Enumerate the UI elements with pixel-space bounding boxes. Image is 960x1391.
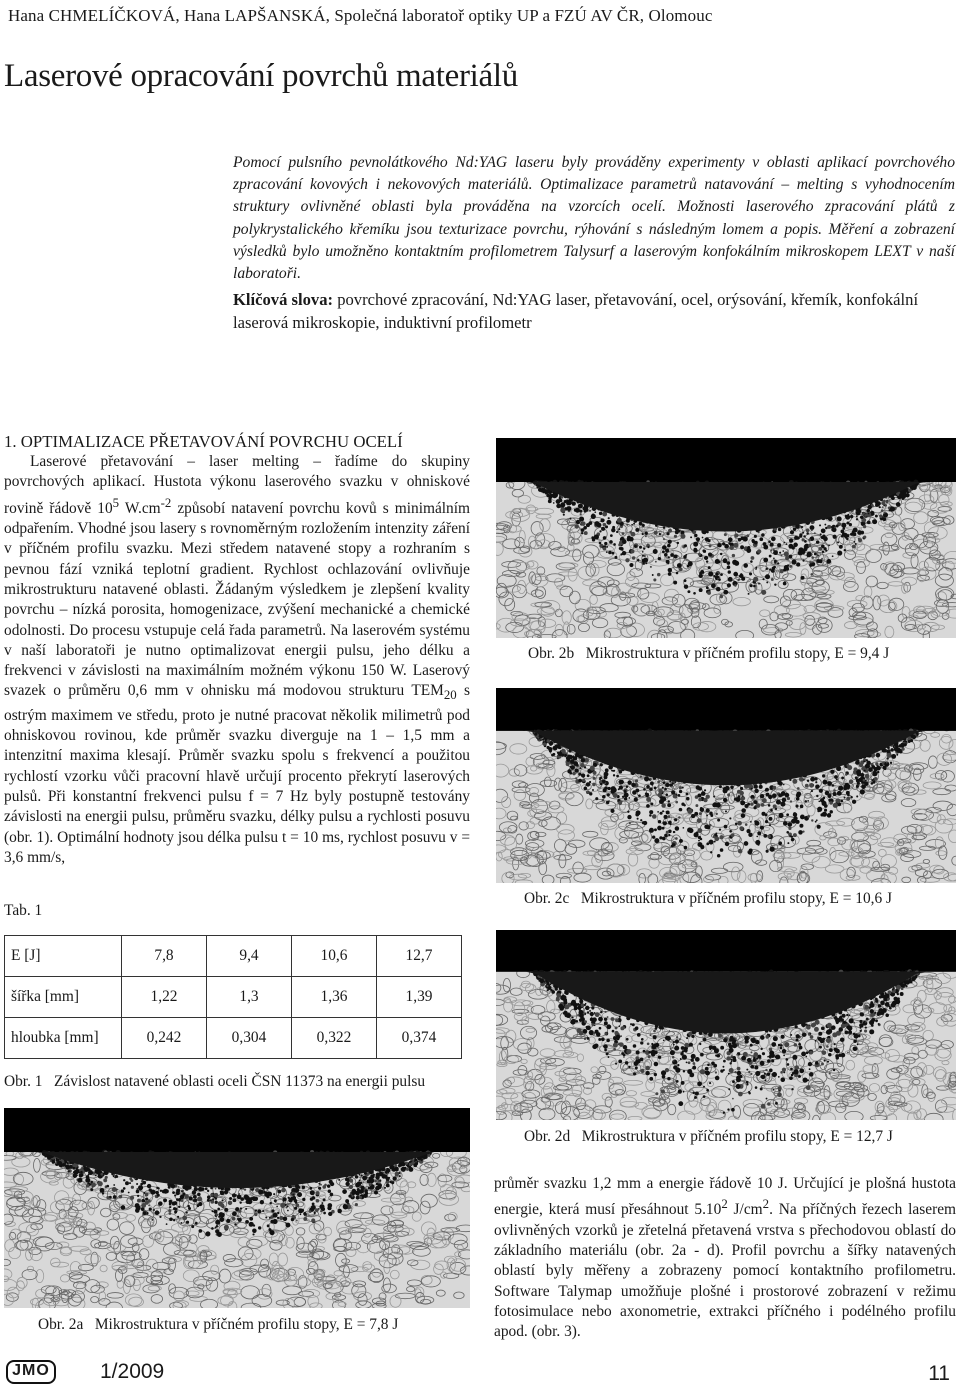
keywords [233, 288, 955, 334]
figure-1-caption: Obr. 1 Závislost natavené oblasti oceli ČSN 11373 na energii pulsu [4, 1073, 426, 1090]
table-label: Tab. 1 [4, 902, 43, 919]
table-row [5, 936, 462, 977]
section-heading: 1. OPTIMALIZACE PŘETAVOVÁNÍ POVRCHU OCELÍ [4, 432, 403, 451]
table-cell: 0,242 [122, 1018, 207, 1059]
journal-logo: JMO [6, 1360, 56, 1384]
table-cell: 10,6 [292, 936, 377, 977]
figure-2c-caption: Obr. 2c Mikrostruktura v příčném profilu stopy, E = 10,6 J [524, 890, 893, 907]
table-cell: 1,22 [122, 977, 207, 1018]
results-table [4, 935, 462, 1059]
keywords-text: povrchové zpracování, Nd:YAG laser, přetavování, ocel, orýsování, křemík, konfokální laserová mikroskopie, induktivní profilometr [233, 290, 919, 332]
table-cell: 1,39 [377, 977, 462, 1018]
page-number: 11 [928, 1362, 950, 1385]
table-cell: 1,36 [292, 977, 377, 1018]
issue-number: 1/2009 [100, 1360, 165, 1383]
abstract: Pomocí pulsního pevnolátkového Nd:YAG laseru byly prováděny experimenty v oblasti aplikací povrchového zpracování kovových i nekovových materiálů. Optimalizace parametrů natavování – melting s vyhodnocením struktury ovlivněné oblasti byla prováděna na vzorcích ocelí. Možnosti laserového zpracování plátů z polykrystalického křemíku jsou texturizace povrchu, rýhování s následným lomem a popis. Měření a zobrazení výsledků bylo umožněno kontaktním profilometrem Talysurf a laserovým konfokálním mikroskopem LEXT v naší laboratoři. [233, 154, 955, 283]
figure-2b-caption: Obr. 2b Mikrostruktura v příčném profilu stopy, E = 9,4 J [528, 645, 890, 662]
micrograph-2c-image [496, 688, 956, 883]
table-row-header: E [J] [5, 936, 122, 977]
article-title: Laserové opracování povrchů materiálů [4, 58, 518, 94]
table-cell: 0,304 [207, 1018, 292, 1059]
table-row-header: hloubka [mm] [5, 1018, 122, 1059]
table-row [5, 1018, 462, 1059]
table-cell: 9,4 [207, 936, 292, 977]
table-cell: 12,7 [377, 936, 462, 977]
figure-2a-caption: Obr. 2a Mikrostruktura v příčném profilu stopy, E = 7,8 J [38, 1316, 399, 1333]
table-cell: 0,374 [377, 1018, 462, 1059]
micrograph-2d [496, 930, 956, 1120]
micrograph-2a [4, 1108, 470, 1308]
article-header: Hana CHMELÍČKOVÁ, Hana LAPŠANSKÁ, Společná laboratoř optiky UP a FZÚ AV ČR, Olomouc [8, 6, 713, 25]
keywords-label: Klíčová slova: [233, 290, 334, 309]
section-body-right: průměr svazku 1,2 mm a energie řádově 10 J. Určující je plošná hustota energie, která musí přesáhnout 5.10$^2$ $J/cm^2$. Na příčných řezech laserem ovlivněných vzorků je zřetelná přetavená vrstva s přechodovou oblastí do základního materiálu (obr. 2a - d). Profil povrchu a šířky natavených oblastí byly měřeny a zobrazeny pomocí kontaktního profilometru. Software Talymap umožňuje plošné i prostorové zobrazení v režimu fotosimulace nebo axonometrie, extrakci příčného i podélného profilu apod. (obr. 3). [494, 1175, 957, 1341]
table-row [5, 977, 462, 1018]
micrograph-2a-image [4, 1108, 470, 1308]
micrograph-2d-image [496, 930, 956, 1120]
table-cell: 1,3 [207, 977, 292, 1018]
figure-2d-caption: Obr. 2d Mikrostruktura v příčném profilu stopy, E = 12,7 J [524, 1128, 893, 1145]
table-row-header: šířka [mm] [5, 977, 122, 1018]
micrograph-2b-image [496, 438, 956, 638]
micrograph-2b [496, 438, 956, 638]
table-cell: 7,8 [122, 936, 207, 977]
table-cell: 0,322 [292, 1018, 377, 1059]
micrograph-2c [496, 688, 956, 883]
section-body-left: Laserové přetavování – laser melting – řadíme do skupiny povrchových aplikací. Hustota výkonu laserového svazku v ohniskové rovině řádově $10^5$ $W.cm^{-2}$ způsobí natavení povrchu kovů s minimálním odpařením. Vhodné jsou lasery s rovnoměrným rozložením intenzity záření v příčném profilu svazku. Mezi středem natavené stopy a rozhraním s pevnou fází vzniká teplotní gradient. Rychlost ochlazování ovlivňuje mikrostrukturu natavené oblasti. Žádaným výsledkem je zlepšení kvality povrchu – nízká porosita, homogenizace, zvýšení mechanické a chemické odolnosti. Do procesu vstupuje celá řada parametrů. Na laserovém systému v naší laboratoři je nutno optimalizovat energii pulsu, jeho délku a frekvenci v závislosti na maximálním možném výkonu 150 W. Laserový svazek o průměru 0,6 mm v ohnisku má modovou strukturu $TEM_{20}$ s ostrým maximem ve středu, proto je nutné pracovat několik milimetrů pod ohniskovou rovinou, kde průměr svazku diverguje na 1 – 1,5 mm a intenzitní maxima klesají. Průměr svazku spolu s frekvencí a použitou rychlostí vzorku vůči pracovní hlavě určují procento překrytí laserových pulsů. Při konstantní frekvenci pulsu f = 7 Hz byly postupně testovány závislosti na energii pulsu, průměru svazku, délky pulsu a rychlosti posuvu (obr. 1). Optimální hodnoty jsou délka pulsu t = 10 ms, rychlost posuvu v = 3,6 mm/s, [4, 453, 471, 866]
